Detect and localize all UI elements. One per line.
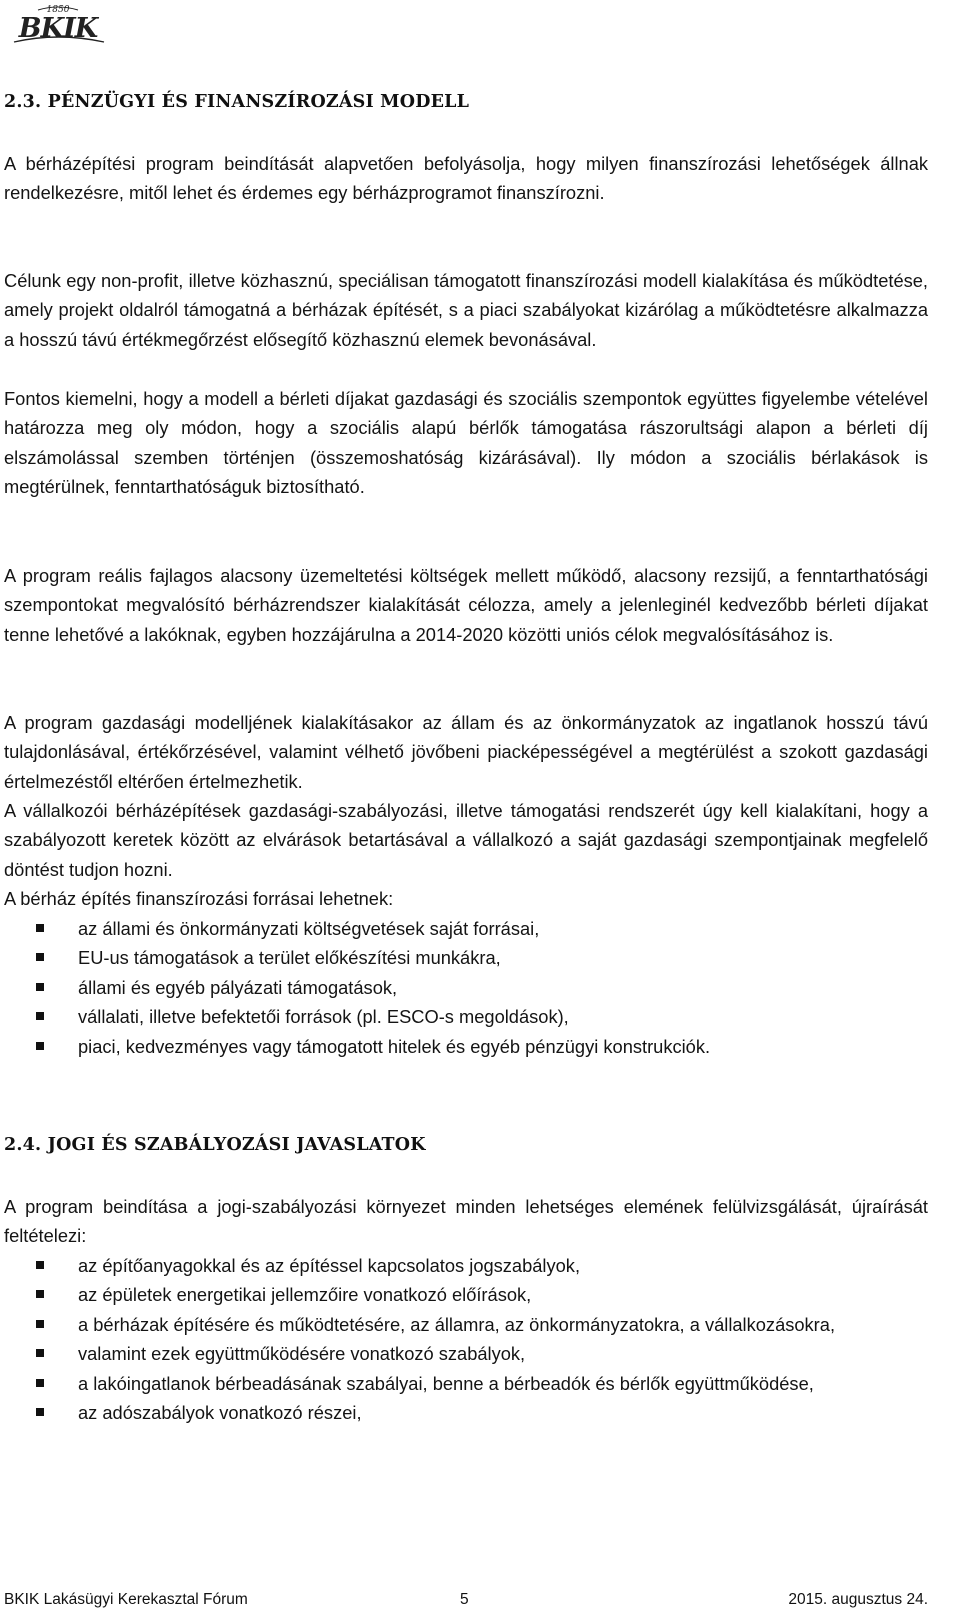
svg-text:1850: 1850 (46, 5, 70, 15)
list-item: az adószabályok vonatkozó részei, (4, 1398, 928, 1427)
list-item: piaci, kedvezményes vagy támogatott hitelek és egyéb pénzügyi konstrukciók. (4, 1032, 928, 1061)
paragraph: A bérház építés finanszírozási forrásai lehetnek: (4, 888, 394, 909)
list-item: az épületek energetikai jellemzőire vonatkozó előírások, (4, 1280, 928, 1309)
list-item: a lakóingatlanok bérbeadásának szabályai, benne a bérbeadók és bérlők együttműködése, (4, 1369, 928, 1398)
list-item: vállalati, illetve befektetői források (pl. ESCO-s megoldások), (4, 1002, 928, 1031)
paragraph: A vállalkozói bérházépítések gazdasági-szabályozási, illetve támogatási rendszerét úgy kell kialakítani, hogy a szabályozott keretek között az elvárások betartásával a vállalkozó a saját gazdasági szempontjainak megfelelő döntést tudjon hozni. (4, 800, 928, 880)
list-item: állami és egyéb pályázati támogatások, (4, 973, 928, 1002)
section-title-legal: 2.4. JOGI ÉS SZABÁLYOZÁSI JAVASLATOK (4, 1135, 426, 1155)
list-item: a bérházak építésére és működtetésére, az államra, az önkormányzatokra, a vállalkozásokra, (4, 1310, 928, 1339)
list-item: az építőanyagokkal és az építéssel kapcsolatos jogszabályok, (4, 1251, 928, 1280)
paragraph: A bérházépítési program beindítását alapvetően befolyásolja, hogy milyen finanszírozási lehetőségek állnak rendelkezésre, mitől lehet és érdemes egy bérházprogramot finanszírozni. (4, 153, 928, 204)
list-item: valamint ezek együttműködésére vonatkozó szabályok, (4, 1339, 928, 1368)
footer-date: 2015. augusztus 24. (788, 1591, 928, 1608)
list-item: az állami és önkormányzati költségvetések saját forrásai, (4, 914, 928, 943)
paragraph: A program gazdasági modelljének kialakításakor az állam és az önkormányzatok az ingatlanok hosszú távú tulajdonlásával, értékőrzésével, valamint vélhető jövőbeni piacképességével a megtérülést a szokott gazdasági értelmezéstől eltérően értelmezhetik. (4, 712, 928, 792)
legal-areas-list (4, 1251, 928, 1427)
paragraph: Célunk egy non-profit, illetve közhasznú, speciálisan támogatott finanszírozási modell kialakítása és működtetése, amely projekt oldalról támogatná a bérházak építését, s a piaci szabályokat kizárólag a működtetésre alkalmazza a hosszú távú értékmegőrzést elősegítő közhasznú elemek bevonásával. (4, 270, 928, 350)
section-title-financing: 2.3. PÉNZÜGYI ÉS FINANSZÍROZÁSI MODELL (4, 92, 470, 112)
footer-page-number: 5 (460, 1591, 469, 1608)
financing-sources-list (4, 914, 928, 1061)
bkik-logo (8, 2, 108, 46)
list-item: EU-us támogatások a terület előkészítési munkákra, (4, 943, 928, 972)
paragraph: A program reális fajlagos alacsony üzemeltetési költségek mellett működő, alacsony rezsijű, a fenntarthatósági szempontokat megvalósító bérházrendszer kialakítását célozza, amely a jelenleginél kedvezőbb bérleti díjakat tenne lehetővé a lakóknak, egyben hozzájárulna a 2014-2020 közötti uniós célok megvalósításához is. (4, 565, 928, 645)
svg-text:BKIK: BKIK (18, 13, 98, 44)
paragraph: A program beindítása a jogi-szabályozási környezet minden lehetséges elemének felülvizsgálását, újraírását feltételezi: (4, 1196, 928, 1247)
footer-organization: BKIK Lakásügyi Kerekasztal Fórum (4, 1591, 248, 1608)
paragraph: Fontos kiemelni, hogy a modell a bérleti díjakat gazdasági és szociális szempontok együttes figyelembe vételével határozza meg oly módon, hogy a szociális alapú bérlők támogatása rászorultsági alapon a bérleti díj elszámolással szemben történjen (összemoshatóság kizárásával). Ily módon a szociális bérlakások is megtérülnek, fenntarthatóságuk biztosítható. (4, 388, 928, 498)
